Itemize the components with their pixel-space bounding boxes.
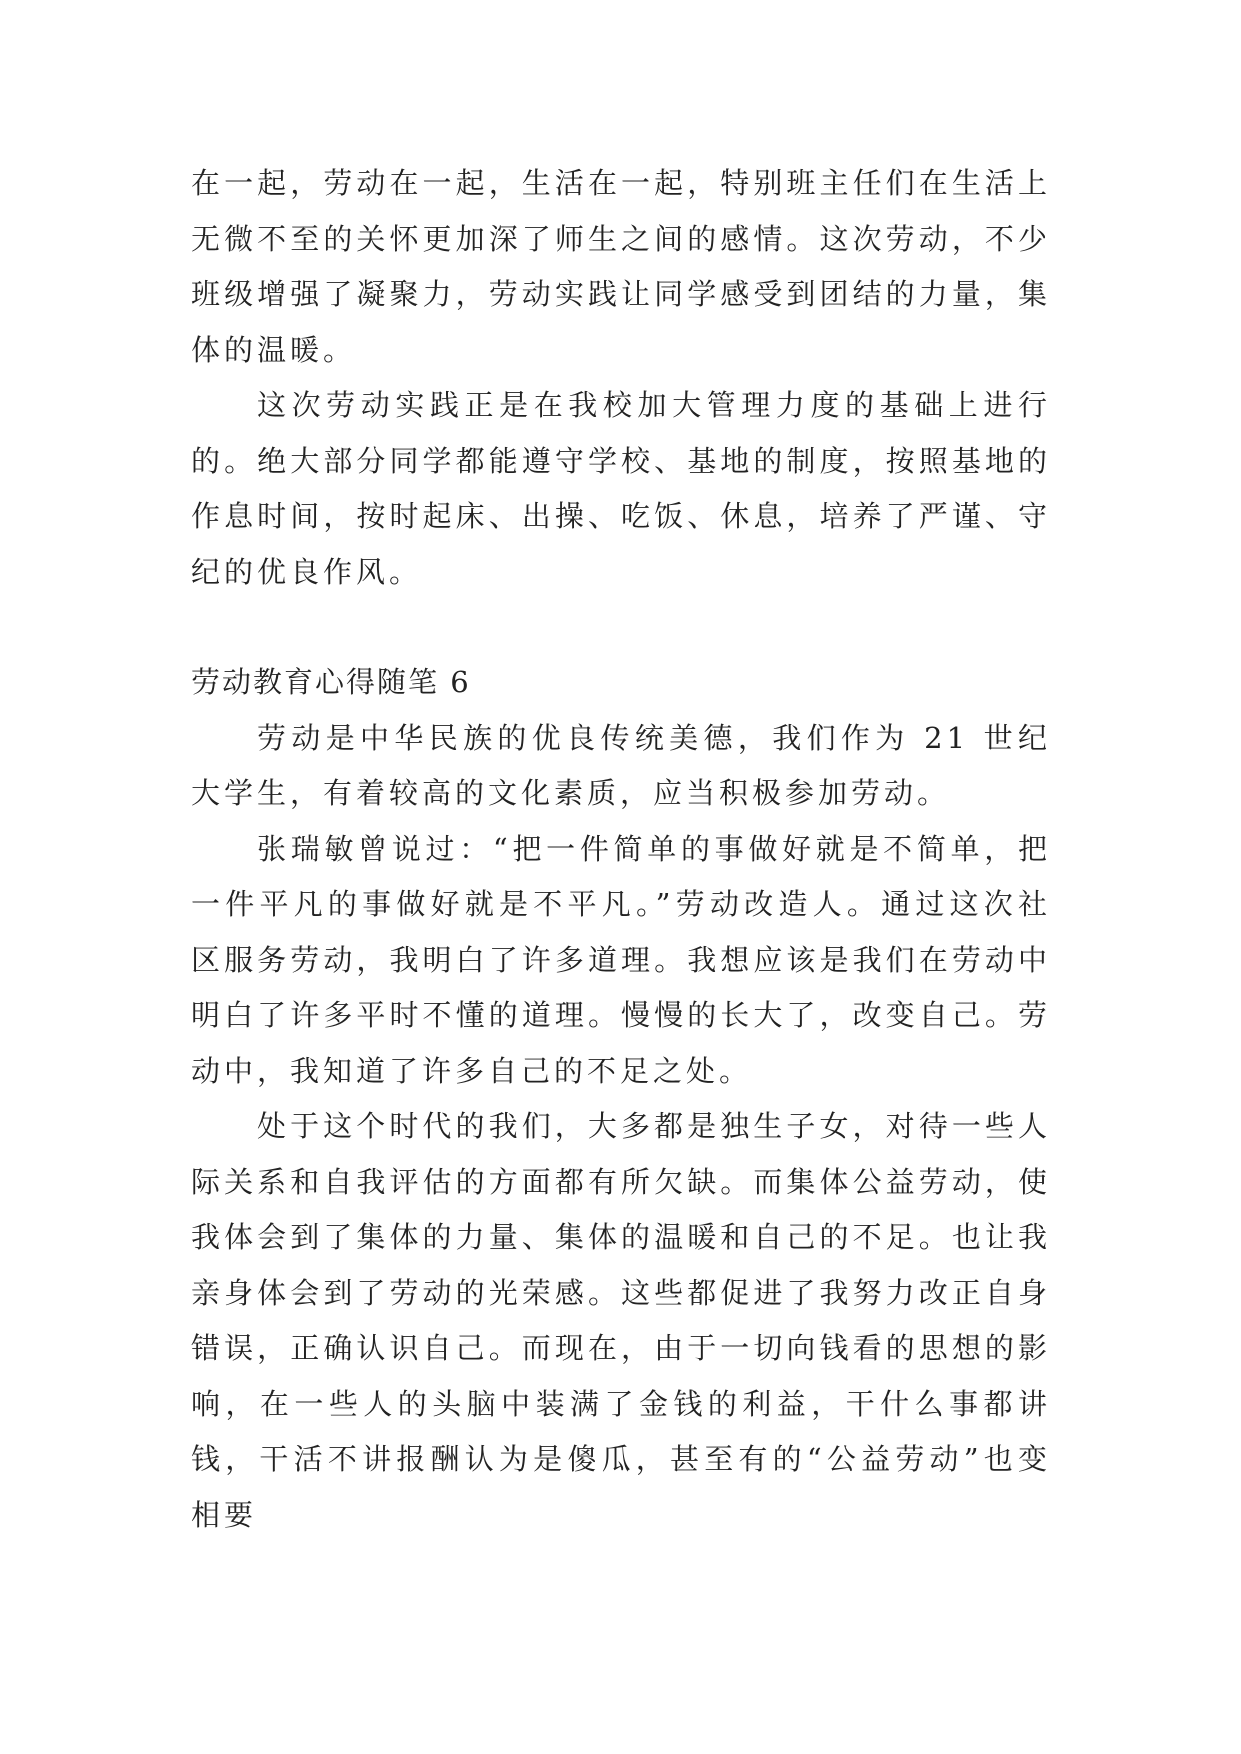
paragraph-continued: 在一起，劳动在一起，生活在一起，特别班主任们在生活上无微不至的关怀更加深了师生之间的感情。这次劳动，不少班级增强了凝聚力，劳动实践让同学感受到团结的力量，集体的温暖。 [191,166,1051,367]
document-body [191,156,1051,1543]
paragraph: 劳动是中华民族的优良传统美德，我们作为 21 世纪大学生，有着较高的文化素质，应当积极参加劳动。 [191,720,1051,810]
section-spacer [191,600,1051,655]
paragraph: 张瑞敏曾说过：“把一件简单的事做好就是不简单，把一件平凡的事做好就是不平凡。”劳动改造人。通过这次社区服务劳动，我明白了许多道理。我想应该是我们在劳动中明白了许多平时不懂的道理。慢慢的长大了，改变自己。劳动中，我知道了许多自己的不足之处。 [191,831,1051,1088]
paragraph: 处于这个时代的我们，大多都是独生子女，对待一些人际关系和自我评估的方面都有所欠缺。而集体公益劳动，使我体会到了集体的力量、集体的温暖和自己的不足。也让我亲身体会到了劳动的光荣感。这些都促进了我努力改正自身错误，正确认识自己。而现在，由于一切向钱看的思想的影响，在一些人的头脑中装满了金钱的利益，干什么事都讲钱，干活不讲报酬认为是傻瓜，甚至有的“公益劳动”也变相要 [191,1109,1051,1532]
section-title: 劳动教育心得随笔 6 [191,665,471,699]
paragraph: 这次劳动实践正是在我校加大管理力度的基础上进行的。绝大部分同学都能遵守学校、基地的制度，按照基地的作息时间，按时起床、出操、吃饭、休息，培养了严谨、守纪的优良作风。 [191,388,1051,589]
